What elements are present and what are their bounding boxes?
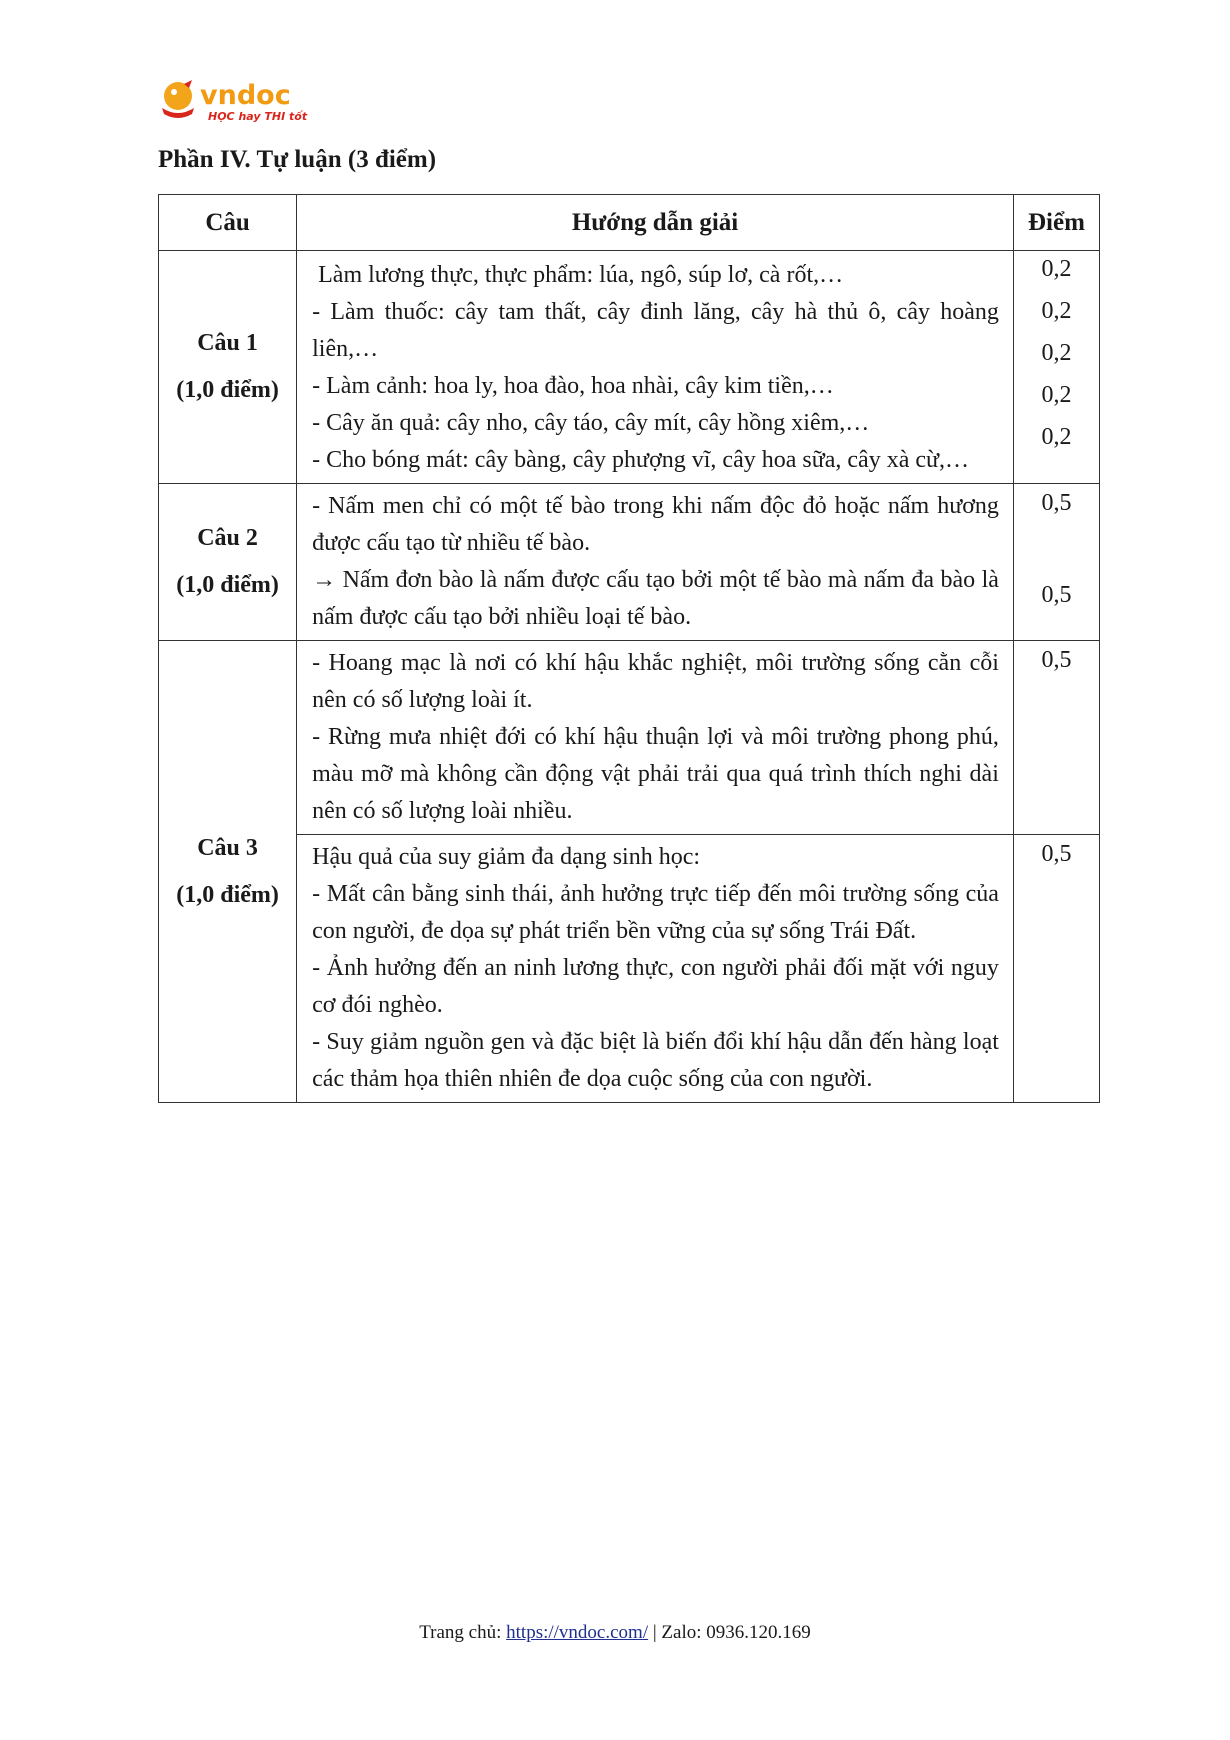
table-row-cau-2 bbox=[159, 484, 1100, 641]
question-label: Câu 2 bbox=[197, 525, 258, 551]
score-value: 0,5 bbox=[1041, 647, 1072, 673]
answer-line: Hậu quả của suy giảm đa dạng sinh học: bbox=[312, 844, 701, 870]
question-label-cell bbox=[159, 641, 297, 1103]
score-value: 0,2 bbox=[1041, 382, 1072, 408]
footer-contact: | Zalo: 0936.120.169 bbox=[648, 1622, 811, 1643]
answer-line: - Rừng mưa nhiệt đới có khí hậu thuận lợi và môi trường phong phú, màu mỡ mà không cần động vật phải trải qua quá trình thích nghi dài nên có số lượng loài nhiều. bbox=[312, 724, 999, 824]
section-title: Phần IV. Tự luận (3 điểm) bbox=[158, 146, 437, 173]
svg-text:vndoc: vndoc bbox=[200, 80, 291, 111]
table-row-cau-3a bbox=[159, 641, 1100, 835]
answer-line: - Ảnh hưởng đến an ninh lương thực, con người phải đối mặt với nguy cơ đói nghèo. bbox=[312, 955, 999, 1018]
answer-line: - Mất cân bằng sinh thái, ảnh hưởng trực tiếp đến môi trường sống của con người, đe dọa sự phát triển bền vững của sự sống Trái Đất. bbox=[312, 881, 999, 944]
score-value: 0,2 bbox=[1041, 424, 1072, 450]
vndoc-logo bbox=[156, 74, 326, 126]
score-value: 0,5 bbox=[1041, 582, 1072, 608]
score-cell bbox=[1013, 251, 1099, 484]
score-cell bbox=[1013, 641, 1099, 835]
header-huong-dan-giai: Hướng dẫn giải bbox=[297, 195, 1014, 251]
page-footer bbox=[0, 1622, 1230, 1644]
table-row-cau-1 bbox=[159, 251, 1100, 484]
header-cau: Câu bbox=[159, 195, 297, 251]
answer-line: - Nấm men chỉ có một tế bào trong khi nấm độc đỏ hoặc nấm hương được cấu tạo từ nhiều tế bào. bbox=[312, 493, 999, 556]
score-value: 0,5 bbox=[1041, 841, 1072, 867]
answer-line: - Làm cảnh: hoa ly, hoa đào, hoa nhài, cây kim tiền,… bbox=[312, 373, 834, 399]
answer-line: → Nấm đơn bào là nấm được cấu tạo bởi một tế bào mà nấm đa bào là nấm được cấu tạo bởi nhiều loại tế bào. bbox=[312, 567, 999, 630]
score-value: 0,2 bbox=[1041, 256, 1072, 282]
footer-prefix: Trang chủ: bbox=[419, 1622, 507, 1643]
question-label: Câu 3 bbox=[197, 834, 258, 861]
score-cell bbox=[1013, 484, 1099, 641]
homepage-link[interactable]: https://vndoc.com/ bbox=[506, 1622, 649, 1643]
answer-line: - Làm thuốc: cây tam thất, cây đinh lăng, cây hà thủ ô, cây hoàng liên,… bbox=[312, 299, 999, 362]
score-cell bbox=[1013, 835, 1099, 1103]
answer-line: - Cho bóng mát: cây bàng, cây phượng vĩ, cây hoa sữa, cây xà cừ,… bbox=[312, 447, 969, 473]
table-header-row bbox=[159, 195, 1100, 251]
answer-line: - Hoang mạc là nơi có khí hậu khắc nghiệt, môi trường sống cằn cỗi nên có số lượng loài ít. bbox=[312, 650, 999, 713]
question-label-cell bbox=[159, 484, 297, 641]
answer-guide-cell bbox=[297, 641, 1014, 835]
table-row-cau-3b bbox=[159, 835, 1100, 1103]
question-points: (1,0 điểm) bbox=[176, 572, 279, 598]
answer-table bbox=[158, 194, 1100, 1103]
header-diem: Điểm bbox=[1013, 195, 1099, 251]
question-points: (1,0 điểm) bbox=[176, 881, 279, 908]
score-value: 0,2 bbox=[1041, 298, 1072, 324]
question-label: Câu 1 bbox=[197, 330, 258, 356]
question-label-cell bbox=[159, 251, 297, 484]
answer-line: - Suy giảm nguồn gen và đặc biệt là biến đổi khí hậu dẫn đến hàng loạt các thảm họa thiên nhiên đe dọa cuộc sống của con người. bbox=[312, 1029, 999, 1092]
answer-line: - Cây ăn quả: cây nho, cây táo, cây mít, cây hồng xiêm,… bbox=[312, 410, 870, 436]
question-points: (1,0 điểm) bbox=[176, 377, 279, 403]
answer-guide-cell bbox=[297, 835, 1014, 1103]
answer-guide-cell bbox=[297, 484, 1014, 641]
score-value: 0,5 bbox=[1041, 490, 1072, 516]
answer-guide-cell bbox=[297, 251, 1014, 484]
svg-text:HỌC hay THI tốt: HỌC hay THI tốt bbox=[208, 110, 308, 123]
score-value: 0,2 bbox=[1041, 340, 1072, 366]
answer-line: Làm lương thực, thực phẩm: lúa, ngô, súp lơ, cà rốt,… bbox=[318, 262, 844, 288]
